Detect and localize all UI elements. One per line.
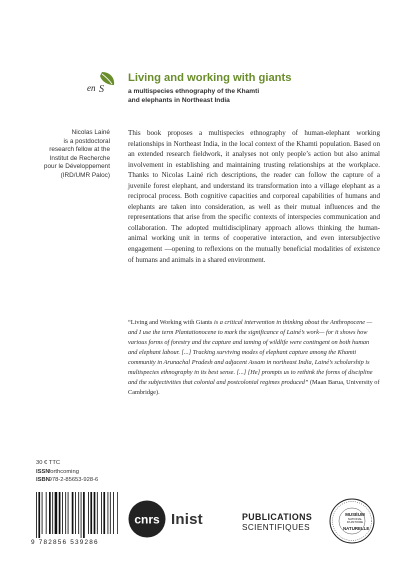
barcode-bar <box>55 492 58 534</box>
isbn-label: ISBN <box>36 477 50 483</box>
barcode-icon <box>34 492 118 544</box>
isbn-row <box>36 476 98 485</box>
barcode-bar <box>52 492 53 534</box>
scientifiques-label: SCIENTIFIQUES <box>242 523 310 532</box>
subtitle-line-1: a multispecies ethnography of the Khamti <box>128 88 260 95</box>
author-bio-line: Institut de Recherche <box>49 154 110 162</box>
barcode-bar <box>36 492 37 538</box>
barcode-bar <box>90 492 92 534</box>
publications-label: PUBLICATIONS <box>242 512 313 522</box>
book-description: This book proposes a multispecies ethnography of human-elephant working relationships in Northeast India, in the local context of the Khamti population. Based on an extended research fieldwork, it analyses not only people’s action but also animal involvement in establishing and maintaining trusting relationships at the workplace. Thanks to Nicolas Lainé rich descriptions, the reader can follow the capture of a juvenile forest elephant, and understand its transformation into a village elephant as a reciprocal process. Both cognitive capacities and corporeal capabilities of humans and elephants are taken into consideration, as well as their mutual influences and the representations that arise from the specific contexts of interspecies communication and collaboration. The adopted multidisciplinary approach allows thinking the human-animal working unit in terms of cooperative interaction, and even intersubjective engagement —opening to reflexions on the mutually beneficial modalities of existence of humans and animals in a shared environment. <box>128 129 380 264</box>
barcode-bar <box>97 492 98 534</box>
inist-label: Inist <box>171 511 203 528</box>
author-bio-line: is a postdoctoral <box>63 137 110 145</box>
author-bio-line: research fellow at the <box>49 146 110 154</box>
seal-line-2: NATIONAL D'HISTOIRE <box>346 517 364 525</box>
barcode-bar <box>72 492 74 534</box>
barcode-bar <box>65 492 66 534</box>
issn-label: ISSN <box>36 468 50 475</box>
seal-line-3: NATURELLE <box>343 526 370 531</box>
book-title: Living and working with giants <box>128 72 292 84</box>
issn-row <box>36 468 98 477</box>
barcode-bar <box>68 492 69 534</box>
barcode-bar <box>38 492 40 538</box>
price: 30 € TTC <box>36 460 61 466</box>
quote-text: is a critical intervention in thinking about the Anthropocene —and I use the term Plantationocene to mark the significance of Lainé’s work— for it shows how various forms of forestry and the capture and taming of wildlife were contingent on both human and elephant labour. [...] Tracking surviving modes of elephant capture among the Khamti community in Arunachal Pradesh and adjacent Assam in northeast India, Lainé’s scholarship is multispecies ethnography in its best sense. [...] [He] prompts us to rethink the forms of discipline and the subjectivities that colonial and postcolonial regimes produced” <box>128 319 373 386</box>
quote-book-title: Living and Working with Giants <box>130 319 213 326</box>
barcode-digits: 9 782856 539286 <box>31 539 99 546</box>
author-bio-line: pour le Développement <box>43 163 110 171</box>
book-meta <box>36 459 98 485</box>
barcode-bar <box>49 492 51 534</box>
barcode-bar <box>75 492 76 534</box>
author-bio-line: (IRD/UMR Paloc) <box>60 171 110 179</box>
barcode-bar <box>103 492 105 534</box>
author-name: Nicolas Lainé <box>71 129 110 136</box>
barcode-bar <box>94 492 96 534</box>
isbn-value: 978-2-85653-928-6 <box>48 477 99 483</box>
barcode-bar <box>83 492 85 538</box>
svg-text:S: S <box>99 84 104 95</box>
barcode-bar <box>113 492 114 534</box>
issn-value: forthcoming <box>48 468 79 475</box>
barcode-bar <box>62 492 63 534</box>
seal-line-1: MUSÉUM <box>345 512 365 517</box>
barcode-bar <box>46 492 47 534</box>
barcode-bar <box>88 492 89 534</box>
barcode-bar <box>110 492 111 534</box>
barcode-bar <box>117 492 118 534</box>
quote-open-mark: “ <box>128 319 131 326</box>
svg-text:cnrs: cnrs <box>134 512 160 527</box>
book-subtitle <box>128 87 368 105</box>
ens-leaf-logo-icon <box>84 70 116 96</box>
quote-attribution: (Maan Barua, University of Cambridge). <box>128 379 380 396</box>
endorsement-quote <box>128 318 380 398</box>
svg-text:en: en <box>87 83 96 93</box>
barcode-bar <box>81 492 82 538</box>
barcode-bar <box>108 492 109 534</box>
barcode-bar <box>101 492 102 534</box>
cnrs-logo-icon <box>128 500 166 538</box>
subtitle-line-2: and elephants in Northeast India <box>128 97 230 104</box>
barcode-bar <box>78 492 79 534</box>
barcode-bar <box>42 492 43 534</box>
barcode-bar <box>59 492 61 534</box>
author-bio <box>18 129 110 181</box>
